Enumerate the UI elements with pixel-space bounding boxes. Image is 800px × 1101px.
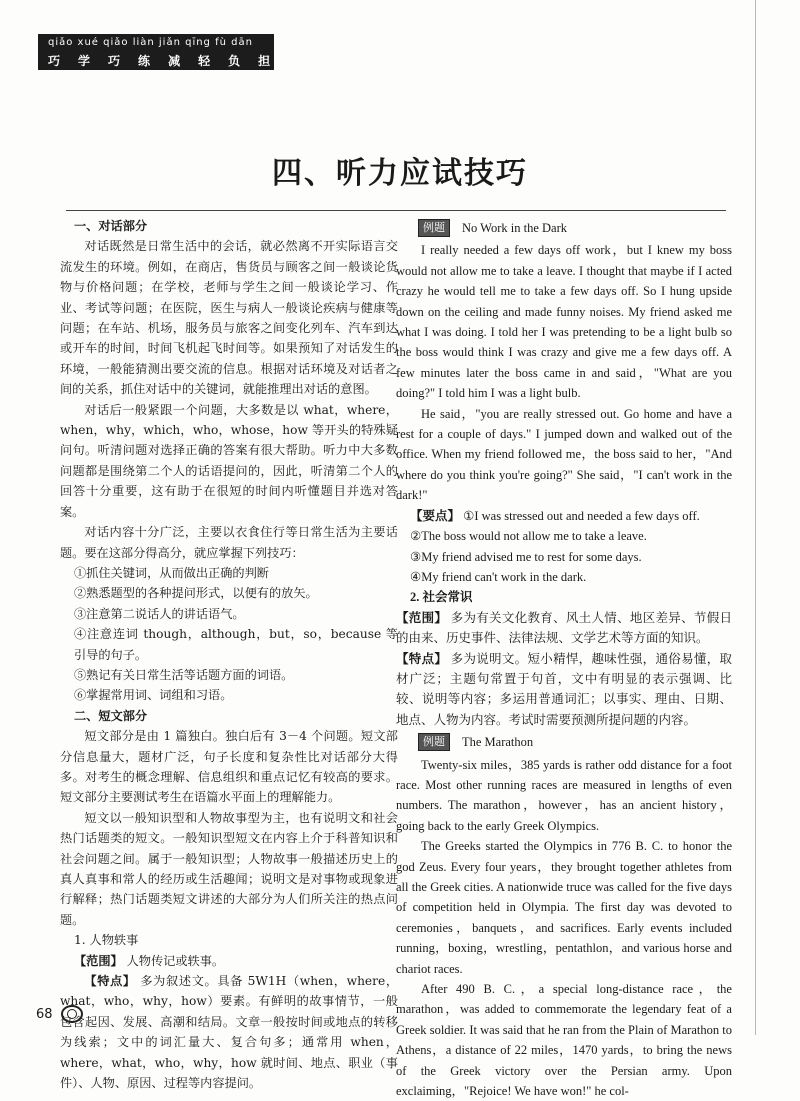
- title-divider: [66, 210, 726, 211]
- tip-item: ②熟悉题型的各种提问形式，以便有的放矢。: [74, 586, 318, 601]
- paragraph: I really needed a few days off work，but I knew my boss would not allow me to take a leave. I thought that maybe if I acted crazy he would tell me to take a few days off. So I hung upside down on the ceiling and made funny noises. My friend asked me what I was doing. I told her I was pretending to be a light bulb so the boss would think I was crazy and give me a few days off. A few minutes later the boss came in and said，"What are you doing?" I told him I was a light bulb.: [396, 243, 732, 401]
- scope-line: [60, 951, 398, 971]
- right-column: [396, 216, 732, 1101]
- publisher-logo-icon: [61, 1005, 83, 1023]
- banner-char: 负: [228, 54, 245, 68]
- example-header: [396, 218, 732, 238]
- section-heading-dialogue: 一、对话部分: [74, 219, 148, 233]
- feature-tag: 【特点】: [84, 974, 136, 989]
- scope-line: [396, 608, 732, 649]
- example-title: No Work in the Dark: [462, 221, 567, 235]
- tip-item: ①抓住关键词，从而做出正确的判断: [74, 565, 269, 580]
- page-number: 68: [36, 1006, 53, 1022]
- paragraph: The Greeks started the Olympics in 776 B. C. to honor the god Zeus. Every four years，they brought together athletes from all the Greek cities. A nationwide truce was called for the five days of competition held in Olympia. The first day was devoted to ceremonies，banquets，and sacrifices. Early events included running，boxing，wrestling，pentathlon，and various horse and chariot races.: [396, 839, 732, 976]
- paragraph: 对话后一般紧跟一个问题，大多数是以 what，where，when，why，which，who，whose，how 等开头的特殊疑问句。听清问题对选择正确的答案有很大帮助。听力中大多数问题都是围绕第二个人的话语提问的，因此，听清第二个人的回答十分重要，这有助于在很短的时间内听懂题目并选对答案。: [60, 402, 398, 519]
- example-badge: 例题: [418, 733, 450, 751]
- paragraph: 对话内容十分广泛，主要以衣食住行等日常生活为主要话题。要在这部分得高分，就应掌握下列技巧：: [60, 525, 398, 560]
- key-point: ②The boss would not allow me to take a leave.: [410, 529, 647, 544]
- banner-char: 巧: [108, 54, 125, 68]
- tip-item: ④注意连词 though，although，but，so，because 等引导的句子。: [74, 627, 398, 662]
- key-point: ③My friend advised me to rest for some days.: [410, 549, 642, 564]
- scope-text: 多为有关文化教育、风土人情、地区差异、节假日的由来、历史事件、法律法规、文学艺术等方面的知识。: [396, 610, 732, 646]
- key-point-text: ①I was stressed out and needed a few days off.: [463, 508, 700, 523]
- scope-tag: 【范围】: [74, 953, 123, 968]
- subsection-heading: 2. 社会常识: [410, 590, 473, 605]
- tip-item: ⑥掌握常用词、词组和习语。: [74, 688, 233, 703]
- key-point: [396, 506, 732, 526]
- scope-text: 人物传记或轶事。: [126, 953, 225, 968]
- paragraph: After 490 B. C.，a special long-distance race，the marathon，was added to commemorate the legendary feat of a Greek soldier. It was said that he ran from the Plain of Marathon to Athens，a distance of 22 miles，1470 yards，to bring the news of the Greek victory over the Persian army. Upon exclaiming，"Rejoice! We have won!" he col-: [396, 982, 732, 1099]
- scope-tag: 【范围】: [396, 610, 448, 625]
- feature-text: 多为说明文。短小精悍，趣味性强，通俗易懂，取材广泛；主题句常置于句首，文中有明显的表示强调、比较、说明等内容；多运用普通词汇；以事实、理由、日期、地点、人物为内容。考试时需要预测所提问题的内容。: [396, 651, 732, 727]
- key-tag: 【要点】: [410, 508, 461, 523]
- page-footer: [36, 1005, 83, 1023]
- banner-char: 减: [168, 54, 185, 68]
- feature-tag: 【特点】: [396, 651, 448, 666]
- paragraph: 对话既然是日常生活中的会话，就必然离不开实际语言交流发生的环境。例如，在商店，售货员与顾客之间一般谈论货物与价格问题；在学校，老师与学生之间一般谈论学习、作业、考试等问题；在医院，医生与病人一般谈论疾病与健康等问题；在车站、机场，服务员与旅客之间变化列车、汽车到达或开车的时间，时间飞机起飞时间等。如果预知了对话发生的环境，一般能猜测出要交流的信息。根据对话环境及对话者之间的关系，抓住对话中的关键词，就能推理出对话的意图。: [60, 239, 398, 397]
- example-badge: 例题: [418, 219, 450, 237]
- banner-pinyin: qiǎo xué qiǎo liàn jiǎn qīng fù dān: [48, 37, 253, 48]
- banner-char: 轻: [198, 54, 215, 68]
- banner-char: 学: [78, 54, 95, 68]
- banner-char: 担: [258, 54, 275, 68]
- page-edge-divider: [755, 0, 756, 1035]
- banner-char: 练: [138, 54, 155, 68]
- series-banner: [38, 34, 274, 70]
- key-point: ④My friend can't work in the dark.: [410, 569, 587, 584]
- banner-char: 巧: [48, 54, 65, 68]
- example-header: [396, 732, 732, 752]
- paragraph: 短文以一般知识型和人物故事型为主，也有说明文和社会热门话题类的短文。一般知识型短文在内容上介于科普知识和社会问题之间。属于一般知识型；人物故事一般描述历史上的真人真事和常人的经历或生活趣闻；说明文是对事物或现象进行解释；热门话题类短文讲述的大部分为人们所关注的热点问题。: [60, 810, 398, 927]
- feature-text: 多为叙述文。具备 5W1H（when，where，what，who，why，how）要素。有鲜明的故事情节，一般包含起因、发展、高潮和结局。文章一般按时间或地点的转移为线索；文中的词汇量大、复合句多；通常用 when，where，what，who，why，how 就时间、地点、职业（事件）、人物、原因、过程等内容提问。: [60, 974, 399, 1091]
- tip-item: ⑤熟记有关日常生活等话题方面的词语。: [74, 667, 294, 682]
- left-column: [60, 216, 398, 1093]
- banner-title: [48, 52, 288, 69]
- page-title: 四、听力应试技巧: [272, 156, 528, 191]
- paragraph: 短文部分是由 1 篇独白。独白后有 3－4 个问题。短文部分信息量大，题材广泛，句子长度和复杂性比对话部分大得多。对考生的概念理解、信息组织和重点记忆有较高的要求。短文部分主要测试考生在语篇水平面上的理解能力。: [60, 729, 398, 805]
- subsection-heading: 1. 人物轶事: [74, 933, 139, 948]
- example-title: The Marathon: [462, 735, 534, 750]
- tip-item: ③注意第二说话人的讲话语气。: [74, 606, 245, 621]
- paragraph: He said，"you are really stressed out. Go home and have a rest for a couple of days." I jumped down and walked out of the office. When my friend followed me，the boss said to her，"And where do you think you're going?" She said，"I can't work in the dark!": [396, 406, 732, 503]
- feature-line: [60, 971, 398, 1093]
- feature-line: [396, 649, 732, 731]
- paragraph: Twenty-six miles，385 yards is rather odd distance for a foot race. Most other running races are measured in lengths of even numbers. The marathon，however，has an ancient history，going back to the early Greek Olympics.: [396, 757, 732, 833]
- section-heading-passage: 二、短文部分: [74, 708, 148, 723]
